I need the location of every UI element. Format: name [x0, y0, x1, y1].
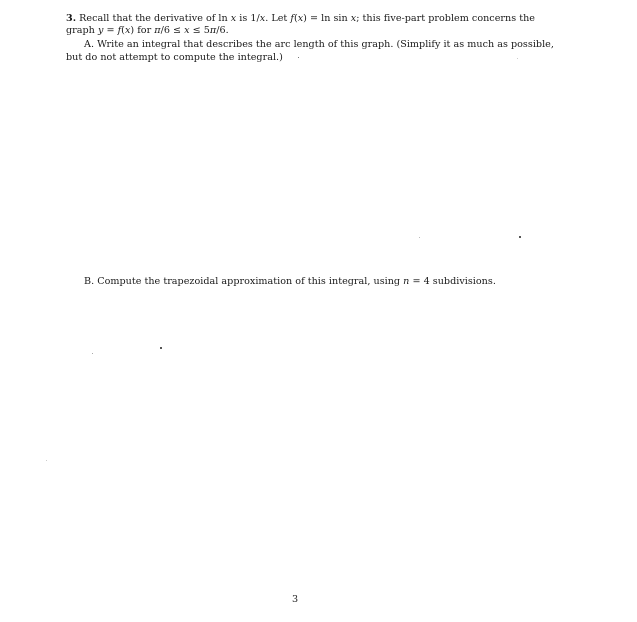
text: is 1/ — [236, 13, 260, 24]
text: /6 ≤ — [160, 25, 185, 36]
math-var: n — [403, 276, 410, 287]
math-var: x — [259, 13, 266, 24]
text: ( — [293, 13, 298, 24]
problem-intro-line-2 — [66, 25, 229, 37]
text: graph — [66, 25, 98, 36]
part-a-line-2: but do not attempt to compute the integral.) — [66, 52, 283, 63]
scan-speck — [519, 236, 521, 238]
text: ≤ 5 — [189, 25, 210, 36]
part-a-line-1: A. Write an integral that describes the arc length of this graph. (Simplify it as much as possible, — [84, 39, 554, 50]
scan-speck — [419, 237, 420, 238]
math-var: x — [230, 13, 237, 24]
text: . Let — [265, 13, 291, 24]
scan-speck — [160, 347, 162, 349]
math-var: π — [209, 25, 217, 36]
math-var: y — [97, 25, 104, 36]
text: ; this five-part problem concerns the — [356, 13, 535, 24]
text: ( — [121, 25, 125, 36]
math-var: x — [184, 25, 190, 36]
scan-speck — [298, 57, 299, 58]
scan-speck — [517, 58, 518, 59]
page-number: 3 — [292, 594, 299, 605]
scan-speck — [46, 460, 47, 461]
scan-speck — [92, 353, 93, 354]
part-b-line-1 — [84, 276, 496, 288]
text: ln — [218, 13, 231, 24]
math-var: f — [117, 25, 122, 36]
math-var: f — [290, 13, 294, 24]
math-var: x — [124, 25, 131, 36]
text: B. Compute the trapezoidal approximation of this integral, using — [84, 276, 404, 287]
problem-number: 3. — [66, 13, 77, 24]
math-var: x — [297, 13, 304, 24]
math-var: π — [154, 25, 161, 36]
text: = — [103, 25, 118, 36]
text: ) = ln sin — [303, 13, 351, 24]
text: /6. — [216, 25, 229, 36]
problem-intro-line-1 — [66, 13, 535, 25]
math-var: x — [350, 13, 357, 24]
text: Recall that the derivative of — [79, 13, 219, 24]
text: ) for — [130, 25, 155, 36]
text: = 4 subdivisions. — [409, 276, 496, 287]
